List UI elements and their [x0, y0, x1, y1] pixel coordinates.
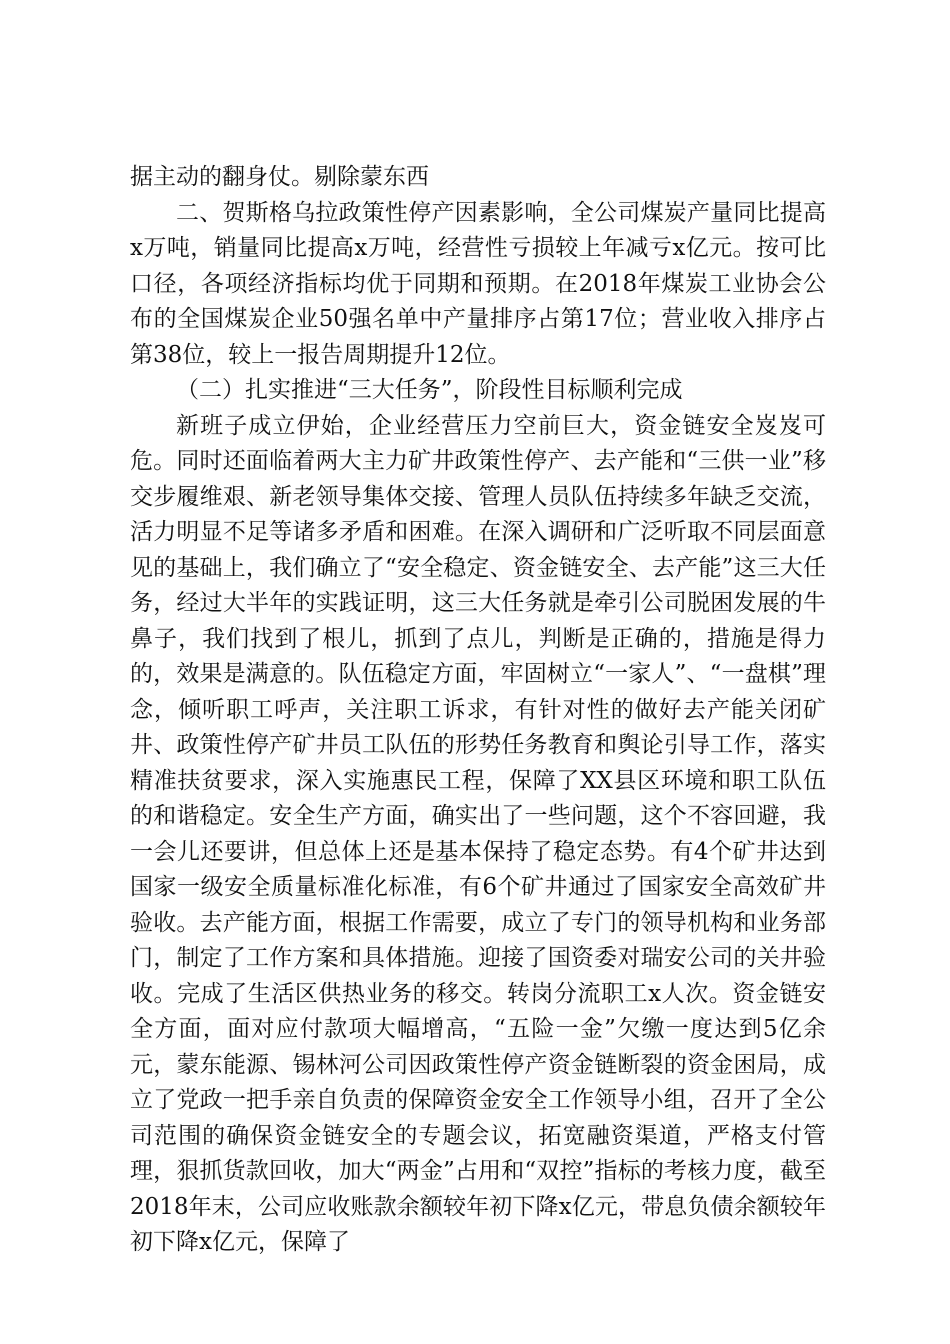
document-body [130, 160, 826, 1261]
section-heading: （二）扎实推进“三大任务”，阶段性目标顺利完成 [176, 377, 683, 403]
paragraph-three-tasks: 新班子成立伊始，企业经营压力空前巨大，资金链安全岌岌可危。同时还面临着两大主力矿井政策性停产、去产能和“三供一业”移交步履维艰、新老领导集体交接、管理人员队伍持续多年缺乏交流，活力明显不足等诸多矛盾和困难。在深入调研和广泛听取不同层面意见的基础上，我们确立了“安全稳定、资金链安全、去产能”这三大任务，经过大半年的实践证明，这三大任务就是牵引公司脱困发展的牛鼻子，我们找到了根儿，抓到了点儿，判断是正确的，措施是得力的，效果是满意的。队伍稳定方面，牢固树立“一家人”、“一盘棋”理念，倾听职工呼声，关注职工诉求，有针对性的做好去产能关闭矿井、政策性停产矿井员工队伍的形势任务教育和舆论引导工作，落实精准扶贫要求，深入实施惠民工程，保障了XX县区环境和职工队伍的和谐稳定。安全生产方面，确实出了一些问题，这个不容回避，我一会儿还要讲，但总体上还是基本保持了稳定态势。有4个矿井达到国家一级安全质量标准化标准，有6个矿井通过了国家安全高效矿井验收。去产能方面，根据工作需要，成立了专门的领导机构和业务部门，制定了工作方案和具体措施。迎接了国资委对瑞安公司的关井验收。完成了生活区供热业务的移交。转岗分流职工x人次。资金链安全方面，面对应付款项大幅增高，“五险一金”欠缴一度达到5亿余元，蒙东能源、锡林河公司因政策性停产资金链断裂的资金困局，成立了党政一把手亲自负责的保障资金安全工作领导小组，召开了全公司范围的确保资金链安全的专题会议，拓宽融资渠道，严格支付管理，狠抓货款回收，加大“两金”占用和“双控”指标的考核力度，截至2018年末，公司应收账款余额较年初下降x亿元，带息负债余额较年初下降x亿元，保障了 [130, 412, 826, 1255]
paragraph-production-summary: 二、贺斯格乌拉政策性停产因素影响，全公司煤炭产量同比提高x万吨，销量同比提高x万吨，经营性亏损较上年减亏x亿元。按可比口径，各项经济指标均优于同期和预期。在2018年煤炭工业协会公布的全国煤炭企业50强名单中产量排序占第17位；营业收入排序占第38位，较上一报告周期提升12位。 [130, 199, 826, 368]
paragraph-continuation: 据主动的翻身仗。剔除蒙东西 [130, 164, 429, 190]
